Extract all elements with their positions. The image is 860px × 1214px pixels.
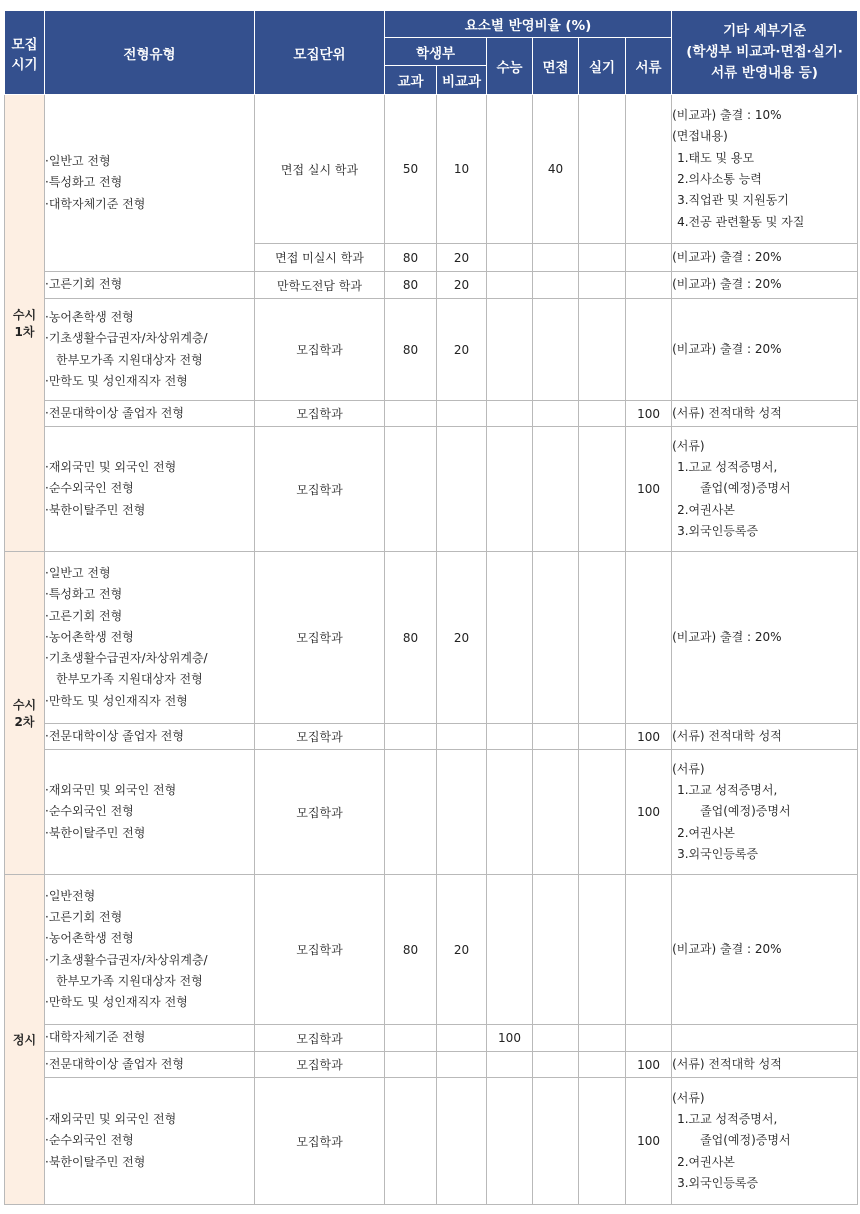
suneung-cell xyxy=(487,1052,533,1078)
practical-cell xyxy=(579,750,626,875)
documents-cell xyxy=(626,875,672,1025)
practical-cell xyxy=(579,299,626,401)
table-row xyxy=(5,95,858,244)
nonsubject-cell: 20 xyxy=(437,552,487,724)
other-cell: (서류) 전적대학 성적 xyxy=(672,401,858,427)
unit-cell: 모집학과 xyxy=(255,1052,385,1078)
header-subject: 교과 xyxy=(385,66,437,95)
type-cell: ·일반고 전형 ·특성화고 전형 ·대학자체기준 전형 xyxy=(45,95,255,272)
other-cell: (비교과) 출결 : 20% xyxy=(672,552,858,724)
type-cell: ·재외국민 및 외국인 전형 ·순수외국인 전형 ·북한이탈주민 전형 xyxy=(45,427,255,552)
other-cell: (비교과) 출결 : 20% xyxy=(672,244,858,272)
practical-cell xyxy=(579,724,626,750)
header-unit: 모집단위 xyxy=(255,11,385,95)
type-cell: ·일반전형 ·고른기회 전형 ·농어촌학생 전형 ·기초생활수급권자/차상위계층/ 한부모가족 지원대상자 전형 ·만학도 및 성인재직자 전형 xyxy=(45,875,255,1025)
other-cell: (서류) 전적대학 성적 xyxy=(672,724,858,750)
unit-cell: 모집학과 xyxy=(255,1025,385,1052)
suneung-cell xyxy=(487,552,533,724)
suneung-cell xyxy=(487,750,533,875)
documents-cell xyxy=(626,552,672,724)
documents-cell: 100 xyxy=(626,427,672,552)
subject-cell: 80 xyxy=(385,244,437,272)
suneung-cell xyxy=(487,724,533,750)
table-row xyxy=(5,1052,858,1078)
table-row xyxy=(5,724,858,750)
period-susi-2: 수시 2차 xyxy=(5,552,45,875)
interview-cell: 40 xyxy=(533,95,579,244)
practical-cell xyxy=(579,1052,626,1078)
documents-cell: 100 xyxy=(626,1078,672,1205)
interview-cell xyxy=(533,272,579,299)
nonsubject-cell xyxy=(437,724,487,750)
period-jungsi: 정시 xyxy=(5,875,45,1205)
practical-cell xyxy=(579,401,626,427)
unit-cell: 면접 실시 학과 xyxy=(255,95,385,244)
table-row xyxy=(5,299,858,401)
documents-cell xyxy=(626,95,672,244)
type-cell: ·대학자체기준 전형 xyxy=(45,1025,255,1052)
interview-cell xyxy=(533,875,579,1025)
other-cell xyxy=(672,1025,858,1052)
interview-cell xyxy=(533,552,579,724)
header-documents: 서류 xyxy=(626,38,672,95)
practical-cell xyxy=(579,1025,626,1052)
header-ratio: 요소별 반영비율 (%) xyxy=(385,11,672,38)
other-cell: (비교과) 출결 : 10% (면접내용) 1.태도 및 용모 2.의사소통 능력 3.직업관 및 지원동기 4.전공 관련활동 및 자질 xyxy=(672,95,858,244)
interview-cell xyxy=(533,1025,579,1052)
nonsubject-cell: 20 xyxy=(437,299,487,401)
nonsubject-cell: 20 xyxy=(437,272,487,299)
practical-cell xyxy=(579,272,626,299)
subject-cell xyxy=(385,1078,437,1205)
other-cell: (비교과) 출결 : 20% xyxy=(672,875,858,1025)
unit-cell: 모집학과 xyxy=(255,750,385,875)
subject-cell xyxy=(385,401,437,427)
suneung-cell xyxy=(487,95,533,244)
subject-cell xyxy=(385,750,437,875)
nonsubject-cell xyxy=(437,1078,487,1205)
table-row xyxy=(5,427,858,552)
subject-cell: 80 xyxy=(385,552,437,724)
type-cell: ·전문대학이상 졸업자 전형 xyxy=(45,1052,255,1078)
practical-cell xyxy=(579,552,626,724)
header-interview: 면접 xyxy=(533,38,579,95)
other-cell: (서류) 1.고교 성적증명서, 졸업(예정)증명서 2.여권사본 3.외국인등록증 xyxy=(672,427,858,552)
header-student: 학생부 xyxy=(385,38,487,66)
nonsubject-cell: 10 xyxy=(437,95,487,244)
unit-cell: 모집학과 xyxy=(255,724,385,750)
unit-cell: 모집학과 xyxy=(255,299,385,401)
table-row xyxy=(5,1078,858,1205)
documents-cell: 100 xyxy=(626,1052,672,1078)
subject-cell: 80 xyxy=(385,875,437,1025)
header-suneung: 수능 xyxy=(487,38,533,95)
subject-cell: 80 xyxy=(385,299,437,401)
interview-cell xyxy=(533,750,579,875)
header-practical: 실기 xyxy=(579,38,626,95)
table-row xyxy=(5,401,858,427)
unit-cell: 모집학과 xyxy=(255,401,385,427)
table-row xyxy=(5,750,858,875)
header-nonsubject: 비교과 xyxy=(437,66,487,95)
interview-cell xyxy=(533,1078,579,1205)
table-row xyxy=(5,1025,858,1052)
unit-cell: 모집학과 xyxy=(255,1078,385,1205)
type-cell: ·농어촌학생 전형 ·기초생활수급권자/차상위계층/ 한부모가족 지원대상자 전형 ·만학도 및 성인재직자 전형 xyxy=(45,299,255,401)
type-cell: ·재외국민 및 외국인 전형 ·순수외국인 전형 ·북한이탈주민 전형 xyxy=(45,1078,255,1205)
unit-cell: 모집학과 xyxy=(255,875,385,1025)
interview-cell xyxy=(533,244,579,272)
interview-cell xyxy=(533,401,579,427)
nonsubject-cell xyxy=(437,427,487,552)
unit-cell: 면접 미실시 학과 xyxy=(255,244,385,272)
type-cell: ·전문대학이상 졸업자 전형 xyxy=(45,401,255,427)
subject-cell xyxy=(385,1025,437,1052)
practical-cell xyxy=(579,1078,626,1205)
other-cell: (서류) 전적대학 성적 xyxy=(672,1052,858,1078)
documents-cell: 100 xyxy=(626,724,672,750)
suneung-cell xyxy=(487,875,533,1025)
nonsubject-cell xyxy=(437,750,487,875)
documents-cell xyxy=(626,1025,672,1052)
suneung-cell xyxy=(487,427,533,552)
nonsubject-cell xyxy=(437,1025,487,1052)
documents-cell xyxy=(626,299,672,401)
suneung-cell xyxy=(487,272,533,299)
suneung-cell xyxy=(487,401,533,427)
header-type: 전형유형 xyxy=(45,11,255,95)
suneung-cell: 100 xyxy=(487,1025,533,1052)
interview-cell xyxy=(533,299,579,401)
header-other: 기타 세부기준 (학생부 비교과·면접·실기· 서류 반영내용 등) xyxy=(672,11,858,95)
admission-criteria-table xyxy=(4,10,858,1205)
practical-cell xyxy=(579,95,626,244)
suneung-cell xyxy=(487,1078,533,1205)
interview-cell xyxy=(533,724,579,750)
practical-cell xyxy=(579,244,626,272)
table-row xyxy=(5,875,858,1025)
documents-cell: 100 xyxy=(626,750,672,875)
type-cell: ·일반고 전형 ·특성화고 전형 ·고른기회 전형 ·농어촌학생 전형 ·기초생활수급권자/차상위계층/ 한부모가족 지원대상자 전형 ·만학도 및 성인재직자 전형 xyxy=(45,552,255,724)
table-row xyxy=(5,552,858,724)
subject-cell xyxy=(385,1052,437,1078)
documents-cell xyxy=(626,244,672,272)
interview-cell xyxy=(533,427,579,552)
suneung-cell xyxy=(487,299,533,401)
subject-cell xyxy=(385,724,437,750)
unit-cell: 모집학과 xyxy=(255,427,385,552)
nonsubject-cell xyxy=(437,1052,487,1078)
type-cell: ·재외국민 및 외국인 전형 ·순수외국인 전형 ·북한이탈주민 전형 xyxy=(45,750,255,875)
nonsubject-cell: 20 xyxy=(437,244,487,272)
interview-cell xyxy=(533,1052,579,1078)
documents-cell xyxy=(626,272,672,299)
documents-cell: 100 xyxy=(626,401,672,427)
type-cell: ·고른기회 전형 xyxy=(45,272,255,299)
subject-cell: 80 xyxy=(385,272,437,299)
header-period: 모집 시기 xyxy=(5,11,45,95)
practical-cell xyxy=(579,875,626,1025)
other-cell: (서류) 1.고교 성적증명서, 졸업(예정)증명서 2.여권사본 3.외국인등록증 xyxy=(672,1078,858,1205)
table-row xyxy=(5,272,858,299)
subject-cell xyxy=(385,427,437,552)
unit-cell: 만학도전담 학과 xyxy=(255,272,385,299)
other-cell: (서류) 1.고교 성적증명서, 졸업(예정)증명서 2.여권사본 3.외국인등록증 xyxy=(672,750,858,875)
period-susi-1: 수시 1차 xyxy=(5,95,45,552)
nonsubject-cell xyxy=(437,401,487,427)
nonsubject-cell: 20 xyxy=(437,875,487,1025)
practical-cell xyxy=(579,427,626,552)
subject-cell: 50 xyxy=(385,95,437,244)
unit-cell: 모집학과 xyxy=(255,552,385,724)
other-cell: (비교과) 출결 : 20% xyxy=(672,299,858,401)
suneung-cell xyxy=(487,244,533,272)
other-cell: (비교과) 출결 : 20% xyxy=(672,272,858,299)
type-cell: ·전문대학이상 졸업자 전형 xyxy=(45,724,255,750)
